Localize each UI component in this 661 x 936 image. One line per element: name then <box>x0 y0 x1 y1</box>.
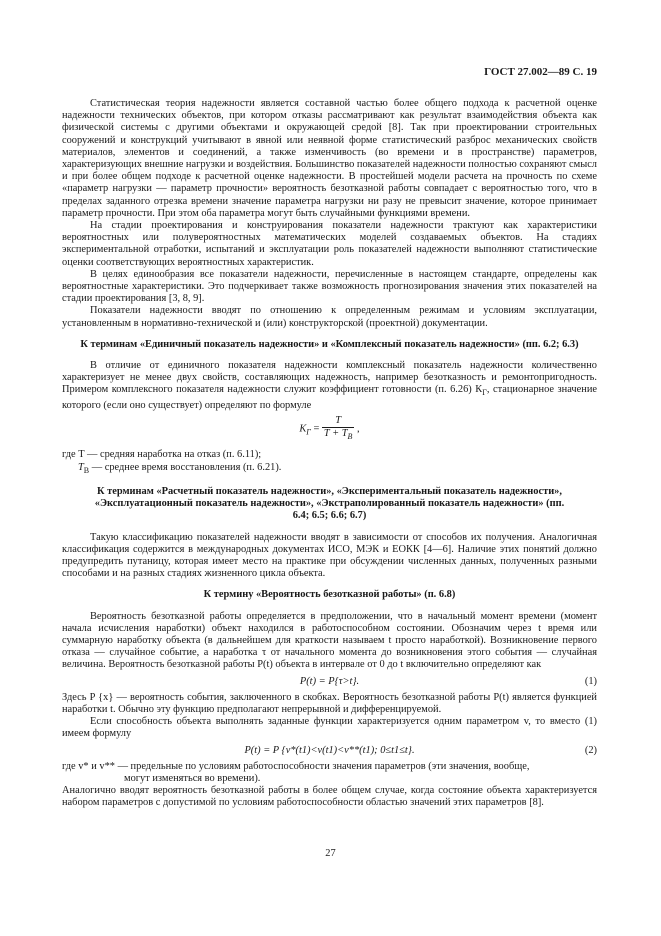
section-heading-3: К термину «Вероятность безотказной работы» (п. 6.8) <box>203 589 456 601</box>
where-block-1 <box>62 449 597 476</box>
formula-2-number: (1) <box>584 675 597 687</box>
formula-1-fraction <box>322 415 354 443</box>
page-number: 27 <box>325 848 336 859</box>
where-1-symbol: T <box>78 461 84 473</box>
paragraph-5 <box>62 360 597 412</box>
page-header: ГОСТ 27.002—89 С. 19 <box>484 66 597 78</box>
formula-availability <box>62 415 597 443</box>
formula-2 <box>62 676 597 688</box>
formula-3 <box>62 745 597 757</box>
where-2-line-a: где v* и v** — предельные по условиям работоспособности значения параметров (эти значения, вообще, <box>62 760 530 772</box>
paragraph-5-text-b: , стационарное значение которого (если оно существует) определяют по формуле <box>62 384 597 411</box>
paragraph-4: Показатели надежности вводят по отношению к определенным режимам и условиям эксплуатации, установленным в нормативно-технической и (или) конструкторской (проектной) документации. <box>62 305 597 329</box>
paragraph-3: В целях единообразия все показатели надежности, перечисленные в настоящем стандарте, определены как вероятностные характеристики. Это подчеркивает также возможность прогнозирования значения этих показателей на стадии проектирования [3, 8, 9]. <box>62 268 597 305</box>
page-content <box>62 98 597 810</box>
formula-1-den-text: T + T <box>323 428 348 440</box>
paragraph-6: Такую классификацию показателей надежности вводят в зависимости от способов их получения. Аналогичная классификация содержится в международных документах ИСО, МЭК и ЕОКК [4—6]. Наличие этих понятий должно предупредить путаницу, которая имеет место на практике при обсуждении численных данных, полученных разными способами и на разных стадиях жизненного цикла объекта. <box>62 531 597 580</box>
paragraph-10: Аналогично вводят вероятность безотказной работы в более общем случае, когда состояние объекта характеризуется набором параметров с допустимой по условиям работоспособности областью значений этих параметров [8]. <box>62 785 597 809</box>
section-heading-2: К терминам «Расчетный показатель надежности», «Экспериментальный показатель надежности», «Эксплуатационный показатель надежности», «Экстраполированный показатель надежности» (пп. 6.4; 6.5; 6.6; 6.7) <box>94 485 565 522</box>
section-heading-1: К терминам «Единичный показатель надежности» и «Комплексный показатель надежности» (пп. 6.2; 6.3) <box>80 338 579 350</box>
paragraph-7: Вероятность безотказной работы определяется в предположении, что в начальный момент времени (момент начала исчисления наработки) объект находился в работоспособном состоянии. Обозначим через t время или суммарную наработку объекта (в дальнейшем для краткости называем t просто наработкой). Возникновение первого отказа — случайное событие, а наработка τ от начального момента до возникновения этого события — случайная величина. Вероятность безотказной работы P(t) объекта в интервале от 0 до t включительно определяют как <box>62 610 597 671</box>
where-1-line-a: где T — средняя наработка на отказ (п. 6.11); <box>62 449 262 461</box>
formula-3-number: (2) <box>584 744 597 756</box>
formula-1-left-sub: Г <box>306 427 311 437</box>
paragraph-2: На стадии проектирования и конструирования показатели надежности трактуют как характеристики вероятностных или полувероятностных математических моделей создаваемых объектов. На стадиях экспериментальной отработки, испытаний и эксплуатации роль показателей надежности выполняют статистические оценки соответствующих вероятностных характеристик. <box>62 220 597 268</box>
paragraph-9: Если способность объекта выполнять заданные функции характеризуется одним параметром v, то вместо (1) имеем формулу <box>62 716 597 740</box>
formula-2-text: P(t) = P{τ>t}. <box>299 675 360 687</box>
formula-1-numerator: T <box>322 415 354 428</box>
where-block-2 <box>62 761 597 785</box>
formula-1-den-sub: В <box>347 432 353 442</box>
paragraph-1: Статистическая теория надежности является составной частью более общего подхода к расчетной оценке надежности технических объектов, при котором отказы рассматривают как результат взаимодействия объекта как физической системы с другими объектами и окружающей средой [8]. Так при проектировании строительных сооружений и конструкций учитывают в явной или неявной форме статистический разброс механических свойств материалов, элементов и соединений, а также изменчивость (во времени и в пространстве) параметров, характеризующих внешние нагрузки и воздействия. Большинство показателей надежности полностью сохраняют смысл и при более общем подходе к расчетной оценке надежности. В простейшей модели расчета на прочность по схеме «параметр нагрузки — параметр прочности» вероятность безотказной работы совпадает с вероятностью того, что в пределах заданного отрезка времени значение параметра нагрузки ни разу не превысит значение, которое принимает параметр прочности. При этом оба параметра могут быть случайными функциями времени. <box>62 98 597 219</box>
where-1-symbol-sub: В <box>83 465 90 475</box>
formula-1-tail: , <box>354 423 360 435</box>
formula-1-left: К <box>299 423 307 435</box>
paragraph-5-subscript: Г <box>482 388 487 398</box>
where-2-line-b: могут изменяться во времени). <box>124 772 261 784</box>
formula-1-denominator <box>322 428 354 443</box>
paragraph-8: Здесь P {x} — вероятность события, заключенного в скобках. Вероятность безотказной работы P(t) является функцией наработки t. Обычно эту функцию предполагают непрерывной и дифференцируемой. <box>62 691 597 715</box>
formula-3-text: P(t) = P {v*(t1)<v(t1)<v**(t1); 0≤t1≤t}. <box>244 744 415 756</box>
formula-1-eq: = <box>310 423 322 435</box>
where-1-line-b <box>62 462 597 477</box>
where-1-text: — среднее время восстановления (п. 6.21). <box>89 461 282 473</box>
paragraph-5-text-a: В отличие от единичного показателя надежности комплексный показатель надежности количественно характеризует не менее двух свойств, составляющих надежность, например безотказность и ремонтопригодность. Примером комплексного показателя надежности служит коэффициент готовности (п. 6.26) К <box>62 360 597 396</box>
